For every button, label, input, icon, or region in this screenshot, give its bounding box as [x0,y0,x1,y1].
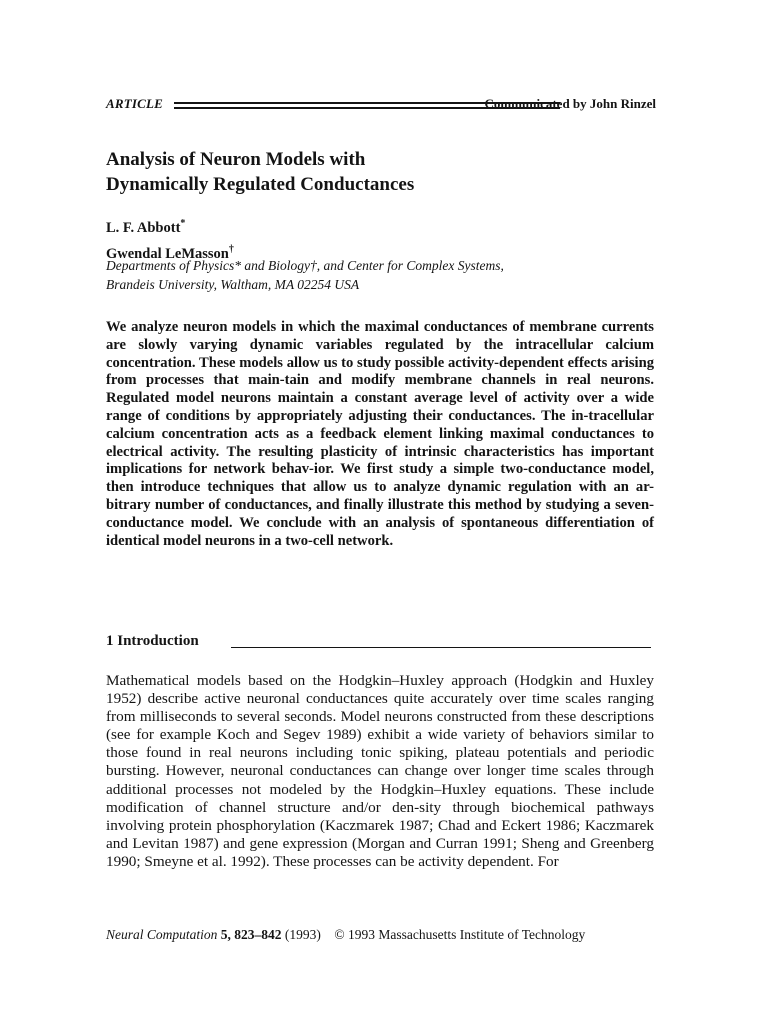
author-name: Gwendal LeMasson [106,245,229,262]
journal-footer [106,927,656,943]
author-abbott [106,213,234,239]
journal-volume: 5, [220,927,231,942]
section-rule [231,647,651,648]
section-heading [106,633,651,653]
author-name: L. F. Abbott [106,219,181,236]
intro-paragraph: Mathematical models based on the Hodgkin–Huxley approach (Hodgkin and Huxley 1952) describe active neuronal conductances quite accurately over time scales ranging from milliseconds to several seconds. Model neurons constructed from these descriptions (see for example Koch and Segev 1989) exhibit a wide variety of behaviors similar to those found in real neurons including tonic spiking, plateau potentials and periodic bursting. However, neuronal conductances can change over longer time scales through additional processes not modeled by the Hodgkin–Huxley equations. These include modification of channel structure and/or den-sity through biochemical pathways involving protein phosphorylation (Kaczmarek 1987; Chad and Eckert 1986; Kaczmarek and Levitan 1987) and gene expression (Morgan and Curran 1991; Sheng and Greenberg 1990; Smeyne et al. 1992). These processes can be activity dependent. For [106,672,654,870]
author-mark: † [228,243,234,255]
section-title: 1 Introduction [106,633,199,649]
title-line-1: Analysis of Neuron Models with [106,149,366,170]
paper-title [106,147,606,197]
abstract: We analyze neuron models in which the maximal conductances of membrane currents are slowly varying dynamic variables regulated by the intracellular calcium concentration. These models allow us to study possible activity-dependent effects arising from processes that main-tain and modify membrane channels in real neurons. Regulated model neurons maintain a constant average level of activity over a wide range of conditions by appropriately adjusting their conductances. The in-tracellular calcium concentration acts as a feedback element linking maximal conductances to electrical activity. The resulting plasticity of intrinsic characteristics has important implications for network behav-ior. We first study a simple two-conductance model, then introduce techniques that allow us to analyze dynamic regulation with an ar-bitrary number of conductances, and finally illustrate this method by studying a seven-conductance model. We conclude with an analysis of spontaneous differentiation of identical model neurons in a two-cell network. [106,319,654,549]
article-label: ARTICLE [106,96,164,111]
journal-pages: 823–842 [234,927,282,942]
affiliation-line-2: Brandeis University, Waltham, MA 02254 USA [106,277,360,292]
communicated-by: Communicated by John Rinzel [484,96,656,111]
author-mark: * [180,218,186,229]
title-line-2: Dynamically Regulated Conductances [106,174,415,195]
affiliation [106,256,504,294]
journal-year: (1993) [284,927,321,942]
copyright: © 1993 Massachusetts Institute of Technology [334,927,586,942]
journal-name: Neural Computation [106,927,218,942]
affiliation-line-1: Departments of Physics* and Biology†, and Center for Complex Systems, [106,258,504,273]
article-header [106,96,656,116]
